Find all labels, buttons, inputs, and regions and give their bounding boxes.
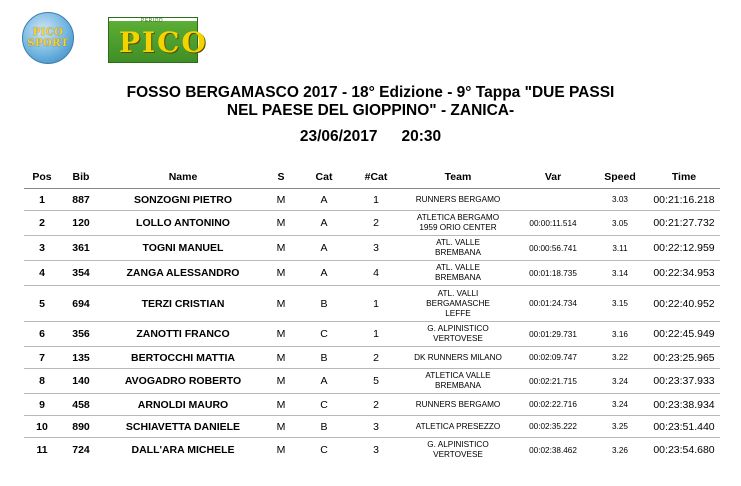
- cell-speed: 3.05: [592, 211, 648, 236]
- cell-team: DK RUNNERS MILANO: [402, 347, 514, 369]
- event-title-line1: FOSSO BERGAMASCO 2017 - 18° Edizione - 9° Tappa "DUE PASSI: [126, 84, 615, 101]
- cell-cat-rank: 2: [350, 347, 402, 369]
- cell-cat-rank: 3: [350, 416, 402, 438]
- cell-bib: 361: [60, 236, 102, 261]
- cell-var: 00:02:22.716: [514, 394, 592, 416]
- table-row: [24, 236, 720, 261]
- col-header-sex: S: [264, 166, 298, 189]
- cell-name: BERTOCCHI MATTIA: [102, 347, 264, 369]
- cell-speed: 3.16: [592, 322, 648, 347]
- col-header-bib: Bib: [60, 166, 102, 189]
- cell-cat: C: [298, 394, 350, 416]
- col-header-team: Team: [402, 166, 514, 189]
- cell-cat: A: [298, 369, 350, 394]
- cell-time: 00:22:34.953: [648, 261, 720, 286]
- cell-speed: 3.14: [592, 261, 648, 286]
- cell-speed: 3.24: [592, 394, 648, 416]
- cell-speed: 3.25: [592, 416, 648, 438]
- cell-cat-rank: 3: [350, 438, 402, 463]
- cell-time: 00:23:37.933: [648, 369, 720, 394]
- cell-speed: 3.22: [592, 347, 648, 369]
- cell-pos: 11: [24, 438, 60, 463]
- table-row: [24, 286, 720, 322]
- cell-team: ATL. VALLI BERGAMASCHE LEFFE: [402, 286, 514, 322]
- cell-cat: B: [298, 347, 350, 369]
- cell-pos: 3: [24, 236, 60, 261]
- cell-cat: C: [298, 438, 350, 463]
- logo-text-line1: PICO: [32, 27, 64, 38]
- cell-sex: M: [264, 286, 298, 322]
- cell-time: 00:23:54.680: [648, 438, 720, 463]
- cell-bib: 140: [60, 369, 102, 394]
- cell-cat-rank: 1: [350, 322, 402, 347]
- event-date: 23/06/2017: [299, 128, 378, 145]
- cell-cat-rank: 1: [350, 189, 402, 211]
- cell-var: 00:02:21.715: [514, 369, 592, 394]
- cell-bib: 890: [60, 416, 102, 438]
- cell-time: 00:22:40.952: [648, 286, 720, 322]
- cell-name: LOLLO ANTONINO: [102, 211, 264, 236]
- cell-time: 00:23:38.934: [648, 394, 720, 416]
- event-time: 20:30: [401, 128, 442, 145]
- cell-cat-rank: 2: [350, 394, 402, 416]
- cell-team: RUNNERS BERGAMO: [402, 189, 514, 211]
- cell-sex: M: [264, 347, 298, 369]
- cell-var: 00:00:56.741: [514, 236, 592, 261]
- cell-var: 00:00:11.514: [514, 211, 592, 236]
- brand-logo-small-text: PERIOD: [141, 18, 164, 24]
- cell-time: 00:21:16.218: [648, 189, 720, 211]
- cell-var: 00:01:18.735: [514, 261, 592, 286]
- table-row: [24, 261, 720, 286]
- table-row: [24, 189, 720, 211]
- cell-team: G. ALPINISTICO VERTOVESE: [402, 438, 514, 463]
- cell-pos: 6: [24, 322, 60, 347]
- cell-team: ATLETICA VALLE BREMBANA: [402, 369, 514, 394]
- cell-bib: 724: [60, 438, 102, 463]
- cell-var: 00:01:29.731: [514, 322, 592, 347]
- cell-var: 00:02:38.462: [514, 438, 592, 463]
- table-row: [24, 416, 720, 438]
- col-header-speed: Speed: [592, 166, 648, 189]
- cell-pos: 4: [24, 261, 60, 286]
- table-row: [24, 322, 720, 347]
- cell-cat: C: [298, 322, 350, 347]
- cell-time: 00:23:25.965: [648, 347, 720, 369]
- cell-sex: M: [264, 369, 298, 394]
- cell-var: 00:02:09.747: [514, 347, 592, 369]
- table-row: [24, 211, 720, 236]
- col-header-name: Name: [102, 166, 264, 189]
- cell-name: SCHIAVETTA DANIELE: [102, 416, 264, 438]
- brand-logo-text: PICO: [119, 26, 208, 59]
- results-table: [24, 166, 720, 463]
- cell-sex: M: [264, 189, 298, 211]
- cell-bib: 135: [60, 347, 102, 369]
- results-header-row: [24, 166, 720, 189]
- cell-bib: 120: [60, 211, 102, 236]
- table-row: [24, 394, 720, 416]
- cell-time: 00:22:12.959: [648, 236, 720, 261]
- cell-team: G. ALPINISTICO VERTOVESE: [402, 322, 514, 347]
- cell-team: ATLETICA BERGAMO 1959 ORIO CENTER: [402, 211, 514, 236]
- cell-pos: 9: [24, 394, 60, 416]
- event-datetime: [0, 128, 741, 146]
- cell-time: 00:22:45.949: [648, 322, 720, 347]
- cell-speed: 3.24: [592, 369, 648, 394]
- cell-sex: M: [264, 322, 298, 347]
- cell-team: ATL. VALLE BREMBANA: [402, 236, 514, 261]
- cell-bib: 694: [60, 286, 102, 322]
- cell-cat-rank: 1: [350, 286, 402, 322]
- pico-brand-logo: [108, 17, 208, 63]
- cell-bib: 354: [60, 261, 102, 286]
- cell-name: DALL'ARA MICHELE: [102, 438, 264, 463]
- cell-pos: 8: [24, 369, 60, 394]
- cell-sex: M: [264, 416, 298, 438]
- cell-pos: 1: [24, 189, 60, 211]
- cell-name: ZANOTTI FRANCO: [102, 322, 264, 347]
- cell-cat: B: [298, 416, 350, 438]
- cell-bib: 458: [60, 394, 102, 416]
- cell-sex: M: [264, 236, 298, 261]
- cell-var: [514, 189, 592, 211]
- cell-time: 00:21:27.732: [648, 211, 720, 236]
- col-header-cat-rank: #Cat: [350, 166, 402, 189]
- col-header-pos: Pos: [24, 166, 60, 189]
- table-row: [24, 369, 720, 394]
- cell-bib: 887: [60, 189, 102, 211]
- table-row: [24, 347, 720, 369]
- cell-pos: 7: [24, 347, 60, 369]
- cell-cat-rank: 2: [350, 211, 402, 236]
- cell-speed: 3.03: [592, 189, 648, 211]
- cell-sex: M: [264, 438, 298, 463]
- cell-name: ZANGA ALESSANDRO: [102, 261, 264, 286]
- cell-sex: M: [264, 394, 298, 416]
- col-header-cat: Cat: [298, 166, 350, 189]
- logo-text-line2: SPORT: [27, 38, 69, 49]
- cell-team: RUNNERS BERGAMO: [402, 394, 514, 416]
- cell-pos: 5: [24, 286, 60, 322]
- cell-name: TOGNI MANUEL: [102, 236, 264, 261]
- cell-speed: 3.11: [592, 236, 648, 261]
- cell-cat-rank: 3: [350, 236, 402, 261]
- cell-pos: 2: [24, 211, 60, 236]
- cell-name: TERZI CRISTIAN: [102, 286, 264, 322]
- cell-cat-rank: 4: [350, 261, 402, 286]
- cell-team: ATL. VALLE BREMBANA: [402, 261, 514, 286]
- cell-speed: 3.15: [592, 286, 648, 322]
- cell-speed: 3.26: [592, 438, 648, 463]
- cell-name: AVOGADRO ROBERTO: [102, 369, 264, 394]
- pico-sport-logo: [22, 12, 74, 64]
- cell-sex: M: [264, 261, 298, 286]
- cell-cat: A: [298, 211, 350, 236]
- cell-team: ATLETICA PRESEZZO: [402, 416, 514, 438]
- cell-var: 00:02:35.222: [514, 416, 592, 438]
- cell-cat-rank: 5: [350, 369, 402, 394]
- cell-sex: M: [264, 211, 298, 236]
- col-header-var: Var: [514, 166, 592, 189]
- cell-var: 00:01:24.734: [514, 286, 592, 322]
- table-row: [24, 438, 720, 463]
- cell-cat: A: [298, 236, 350, 261]
- event-title-line2: NEL PAESE DEL GIOPPINO" - ZANICA-: [226, 102, 515, 119]
- cell-time: 00:23:51.440: [648, 416, 720, 438]
- cell-bib: 356: [60, 322, 102, 347]
- col-header-time: Time: [648, 166, 720, 189]
- cell-cat: B: [298, 286, 350, 322]
- cell-name: SONZOGNI PIETRO: [102, 189, 264, 211]
- cell-pos: 10: [24, 416, 60, 438]
- cell-cat: A: [298, 189, 350, 211]
- cell-cat: A: [298, 261, 350, 286]
- cell-name: ARNOLDI MAURO: [102, 394, 264, 416]
